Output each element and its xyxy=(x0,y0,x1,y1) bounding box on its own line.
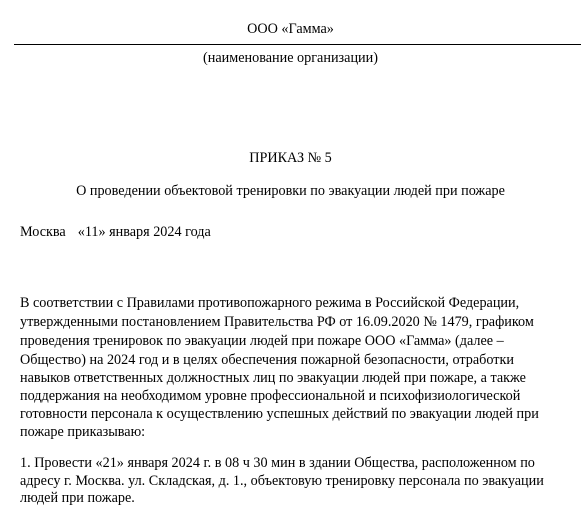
item-line: адресу г. Москва. ул. Складская, д. 1., объектовую тренировку персонала по эвакуации xyxy=(20,473,544,489)
preamble-line: В соответствии с Правилами противопожарного режима в Российской Федерации, xyxy=(20,295,520,311)
order-place-date xyxy=(20,224,211,241)
preamble-line: Общество) на 2024 год и в целях обеспечения пожарной безопасности, отработки xyxy=(20,352,514,368)
preamble-line: навыков ответственных должностных лиц по эвакуации людей при пожаре, а также xyxy=(20,370,526,386)
preamble-line: пожаре приказываю: xyxy=(20,424,146,440)
preamble-line: поддержания на необходимом уровне профессиональной и психофизиологической xyxy=(20,388,521,404)
order-subject: О проведении объектовой тренировки по эвакуации людей при пожаре xyxy=(76,183,505,199)
order-place: Москва xyxy=(20,224,66,240)
order-date: «11» января 2024 года xyxy=(77,224,211,240)
organization-name: ООО «Гамма» xyxy=(247,21,334,37)
preamble-line: проведения тренировок по эвакуации людей при пожаре ООО «Гамма» (далее – xyxy=(20,333,504,349)
organization-underline xyxy=(14,44,581,45)
order-title: ПРИКАЗ № 5 xyxy=(249,150,332,166)
preamble-line: готовности персонала к осуществлению успешных действий по эвакуации людей при xyxy=(20,406,539,422)
item-line: 1. Провести «21» января 2024 г. в 08 ч 30 мин в здании Общества, расположенном по xyxy=(20,455,535,471)
preamble-line: утвержденными постановлением Правительства РФ от 16.09.2020 № 1479, графиком xyxy=(20,314,534,330)
organization-caption: (наименование организации) xyxy=(203,50,378,66)
item-line: людей при пожаре. xyxy=(20,490,135,506)
